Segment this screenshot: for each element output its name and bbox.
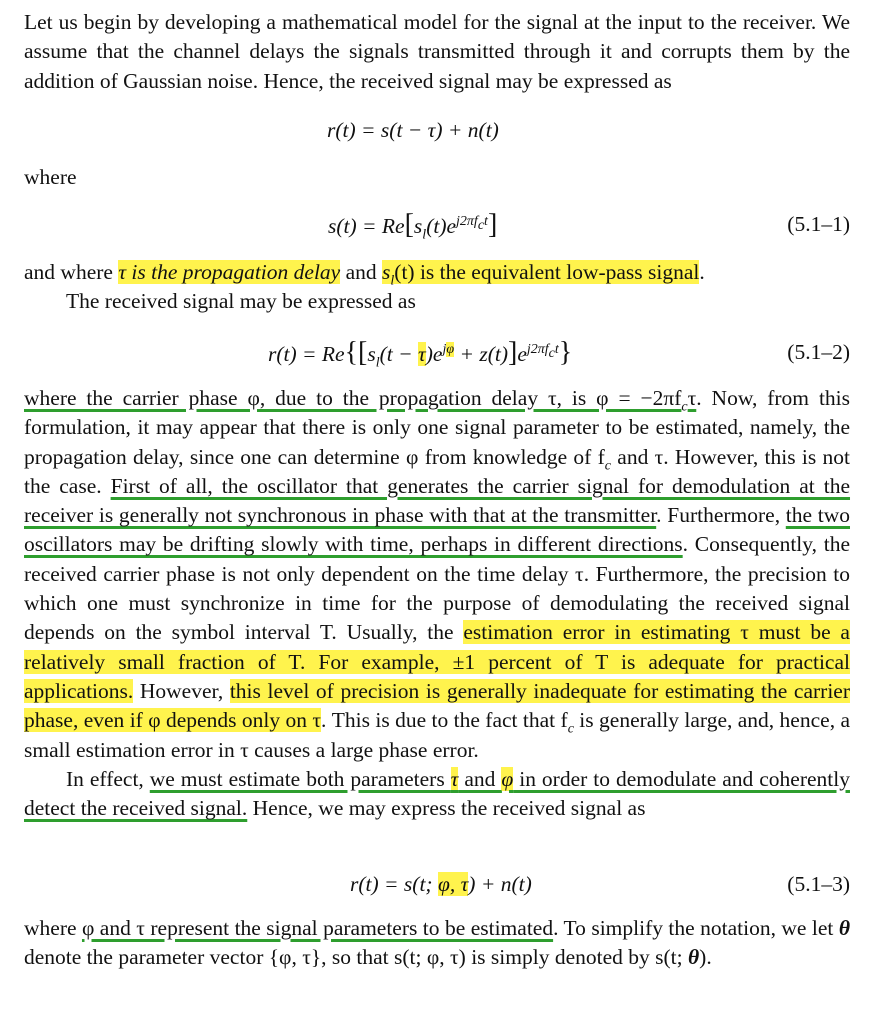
where-label: where bbox=[24, 165, 77, 189]
underline-oscillator: First of all, the oscillator that generates the carrier signal for demodulation at the receiver is generally not synchronous in phase with that at the transmitter bbox=[24, 473, 851, 528]
paragraph-4: where the carrier phase φ, due to the propagation delay τ, is $\varphi = -2\pi f_c\tau$. Now, from this formulation, it may appear that there is only one signal parameter to be estimated, namely, the propagation delay, since one can determine φ from knowledge of $f_c$ and τ. However, this is not the case. First of all, the oscillator that generates the carrier signal for demodulation at the receiver is generally not synchronous in phase with that at the transmitter. Furthermore, the two oscillators may be drifting slowly with time, perhaps in different directions. Consequently, the received carrier phase is not only dependent on the time delay τ. Furthermore, the precision to which one must synchronize in time for the purpose of demodulating the received signal depends on the symbol interval T. Usually, the estimation error in estimating τ must be a relatively small fraction of T. For example, ±1 percent of T is adequate for practical applications. However, this level of precision is generally inadequate for estimating the carrier phase, even if φ depends only on τ. This is due to the fact that $f_c$ is generally large, and, hence, a small estimation error in τ causes a large phase error. In effect, we must estimate both parameters τ and φ in order to demodulate and coherently detect the received signal. Hence, we may express the received signal as bbox=[24, 384, 850, 823]
paragraph-2: and where τ is the propagation delay and $s_l(t)$ is the equivalent low-pass signal. The received signal may be expressed as bbox=[24, 258, 850, 317]
paragraph-6: where φ and τ represent the signal parameters to be estimated. To simplify the notation, we let θ denote the parameter vector {φ, τ}, so that s(t; φ, τ) is simply denoted by s(t; θ). bbox=[24, 916, 851, 970]
equation-5-1-3 bbox=[24, 870, 850, 902]
highlight-lowpass-signal: $s_l(t)$ is the equivalent low-pass signal bbox=[382, 260, 700, 289]
equation-5-1-3-number: (5.1–3) bbox=[787, 872, 850, 896]
paragraph-3: The received signal may be expressed as bbox=[66, 289, 416, 314]
equation-5-1-1-number: (5.1–1) bbox=[787, 212, 850, 236]
equation-5-1-1-body: $s(t) = Re[s_l(t)e^{j2\pi f_ct}]$ bbox=[328, 209, 498, 243]
paragraph-5: In effect, we must estimate both parameters τ and φ in order to demodulate and coherently detect the received signal. Hence, we may express the received signal as bbox=[24, 766, 850, 821]
equation-5-1-2-body: $r(t) = Re\{[s_l(t - \tau)e^{j\varphi} + z(t)]e^{j2\pi f_ct}\}$ bbox=[268, 337, 573, 371]
equation-r-text: r(t) = s(t − τ) + n(t) bbox=[327, 118, 499, 142]
equation-5-1-2-number: (5.1–2) bbox=[787, 340, 850, 364]
paragraph-1-text: Let us begin by developing a mathematical model for the signal at the input to the receiver. We assume that the channel delays the signals transmitted through it and corrupts them by the addition of Gaussian noise. Hence, the received signal may be expressed as bbox=[24, 10, 850, 93]
highlight-precision: this level of precision is generally inadequate for estimating the carrier phase, even if φ depends only on τ bbox=[24, 678, 851, 733]
highlight-estimation-error: estimation error in estimating τ must be a relatively small fraction of T. For example, ±1 percent of T is adequate for practical applications. bbox=[24, 620, 850, 703]
underline-drifting: the two oscillators may be drifting slowly with time, perhaps in different directions bbox=[24, 503, 850, 557]
equation-5-1-1 bbox=[24, 210, 850, 242]
underline-carrier-phase: where the carrier phase φ, due to the propagation delay τ, is $\varphi = -2\pi f_c\tau$ bbox=[24, 386, 697, 415]
underline-signal-parameters: φ and τ represent the signal parameters to be estimated bbox=[81, 916, 554, 940]
highlight-eq-params: φ, τ bbox=[437, 872, 469, 896]
underline-estimate-both: we must estimate both parameters τ and φ in order to demodulate and coherently detect the received signal. bbox=[24, 766, 850, 821]
equation-5-1-3-body: r(t) = s(t; φ, τ) + n(t) bbox=[350, 872, 532, 896]
equation-received-signal bbox=[24, 116, 850, 148]
paragraph-1 bbox=[24, 8, 850, 96]
highlight-propagation-delay: τ is the propagation delay bbox=[118, 260, 341, 284]
equation-5-1-2 bbox=[24, 338, 850, 370]
